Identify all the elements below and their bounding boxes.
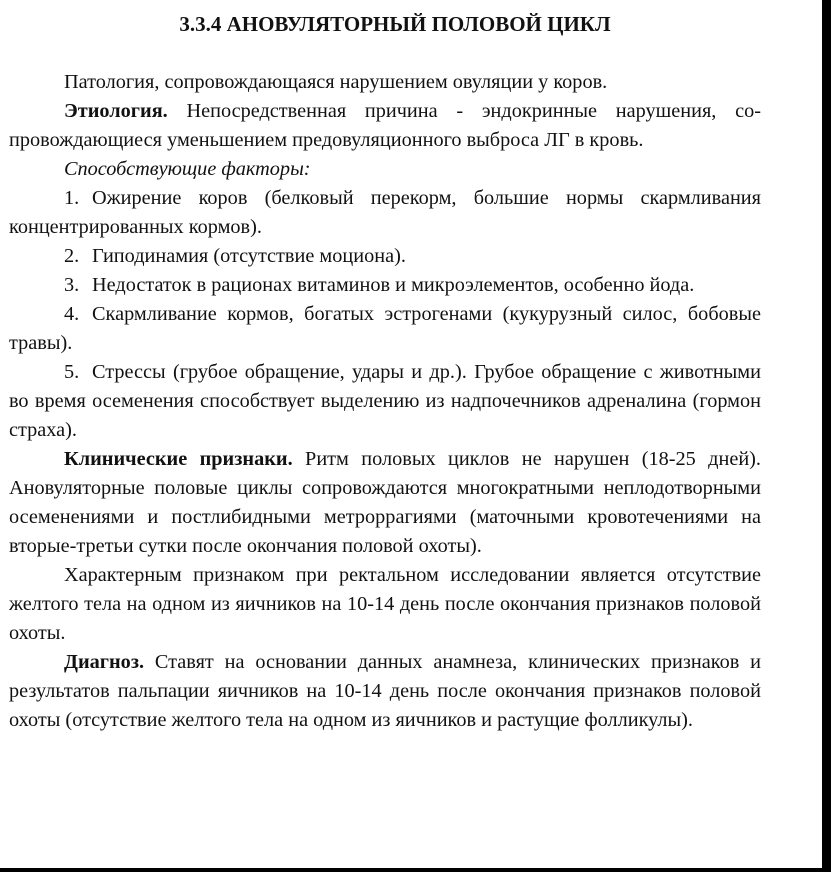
- scan-border-bottom: [0, 868, 831, 872]
- etiology-label: Этиология.: [64, 100, 168, 122]
- intro-paragraph: Патология, сопровождающаяся нарушением овуляции у коров.: [64, 71, 608, 93]
- factor-number: 3.: [64, 274, 80, 296]
- factor-number: 5.: [64, 361, 80, 383]
- factor-item: [9, 271, 761, 300]
- rectal-paragraph: Характерным признаком при ректальном исследовании является отсутствие желтого тела на одном из яичников на 10-14 день после окончания признаков половой охоты.: [9, 564, 761, 644]
- etiology-paragraph: [9, 97, 761, 155]
- factor-text: Скармливание кормов, богатых эстрогенами (кукурузный силос, бобовые травы).: [9, 303, 761, 354]
- factor-text: Ожирение коров (белковый перекорм, большие нормы скармливания концентрированных кормов).: [9, 187, 761, 238]
- factor-text: Гиподинамия (отсутствие моциона).: [92, 245, 406, 267]
- document-content: [9, 10, 761, 735]
- factor-item: [9, 300, 761, 358]
- factor-number: 4.: [64, 303, 80, 325]
- clinical-text: Ритм половых циклов не нарушен (18-25 дней). Ановуляторные половые циклы сопровождаются многократными неплодотворными осеменениями и постлибидными метроррагиями (маточными кровотечениями на вторые-третьи сутки после окончания половой охоты).: [9, 448, 762, 557]
- factor-item: [9, 242, 761, 271]
- diagnosis-paragraph: [9, 648, 761, 735]
- clinical-paragraph: [9, 445, 761, 561]
- diagnosis-label: Диагноз.: [64, 651, 145, 673]
- etiology-text: Непосредственная причина - эндокринные нарушения, сопровождающиеся уменьшением предовуляционного выброса ЛГ в кровь.: [9, 100, 761, 151]
- factor-item: [9, 358, 761, 445]
- diagnosis-text: Ставят на основании данных анамнеза, клинических признаков и результатов пальпации яичников на 10-14 день после окончания признаков половой охоты (отсутствие желтого тела на одном из яичников и растущие фолликулы).: [9, 651, 761, 731]
- factor-text: Стрессы (грубое обращение, удары и др.). Грубое обращение с животными во время осеменения способствует выделению из надпочечников адреналина (гормон страха).: [9, 361, 761, 441]
- clinical-label: Клинические признаки.: [64, 448, 293, 470]
- factors-heading: Способствующие факторы:: [64, 158, 311, 180]
- scan-border-right: [822, 0, 831, 872]
- factor-text: Недостаток в рационах витаминов и микроэлементов, особенно йода.: [92, 274, 695, 296]
- factor-number: 2.: [64, 245, 80, 267]
- section-title: 3.3.4 АНОВУЛЯТОРНЫЙ ПОЛОВОЙ ЦИКЛ: [179, 12, 611, 36]
- factor-number: 1.: [64, 187, 80, 209]
- factor-item: [9, 184, 761, 242]
